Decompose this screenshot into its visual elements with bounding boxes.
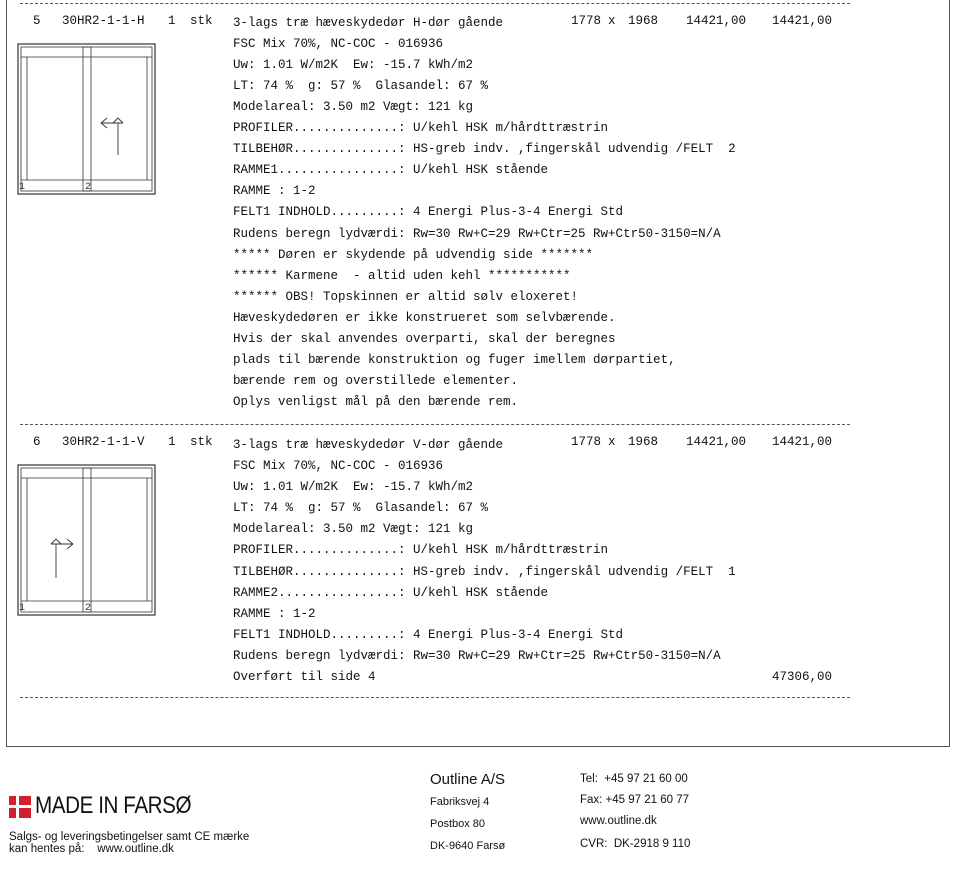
item-desc-line: ***** Døren er skydende på udvendig side ******* [233,248,594,262]
fax: Fax: +45 97 21 60 77 [580,794,690,806]
item-total: 14421,00 [772,14,833,28]
item-desc-line: Modelareal: 3.50 m2 Vægt: 121 kg [233,100,474,114]
phone: Tel: +45 97 21 60 00 [580,773,688,785]
drawing-label: 2 [85,182,92,193]
item-desc-line: RAMME2................: U/kehl HSK stående [233,586,549,600]
item-width: 1778 [571,14,602,28]
item-desc-line: Rudens beregn lydværdi: Rw=30 Rw+C=29 Rw+Ctr=25 Rw+Ctr50-3150=N/A [233,649,721,663]
item-price: 14421,00 [686,435,747,449]
item-desc-line: FELT1 INDHOLD.........: 4 Energi Plus-3-4 Energi Std [233,628,624,642]
item-price: 14421,00 [686,14,747,28]
item-desc-line: FELT1 INDHOLD.........: 4 Energi Plus-3-4 Energi Std [233,205,624,219]
item-desc-line: bærende rem og overstillede elementer. [233,374,519,388]
item-desc-line: 3-lags træ hæveskydedør V-dør gående [233,438,504,452]
item-desc-line: TILBEHØR..............: HS-greb indv. ,fingerskål udvendig /FELT 2 [233,142,736,156]
item-pos: 5 [33,14,41,28]
item-width: 1778 [571,435,602,449]
item-height: 1968 [628,435,659,449]
item-qty: 1 [168,14,176,28]
item-desc-line: Hæveskydedøren er ikke konstrueret som selvbærende. [233,311,616,325]
address-line: Postbox 80 [430,818,486,830]
item-desc-line: Uw: 1.01 W/m2K Ew: -15.7 kWh/m2 [233,480,474,494]
item-desc-line: Uw: 1.01 W/m2K Ew: -15.7 kWh/m2 [233,58,474,72]
item-desc-line: RAMME : 1-2 [233,607,316,621]
item-desc-line: PROFILER..............: U/kehl HSK m/hårdttræstrin [233,121,609,135]
item-desc-line: LT: 74 % g: 57 % Glasandel: 67 % [233,79,489,93]
item-desc-line: 3-lags træ hæveskydedør H-dør gående [233,16,504,30]
terms-line: Salgs- og leveringsbetingelser samt CE mærke [9,831,250,843]
brand-logo: MADE IN FARSØ [35,792,192,819]
item-desc-line: RAMME : 1-2 [233,184,316,198]
item-qty: 1 [168,435,176,449]
separator [20,424,850,425]
danish-flag-icon [9,796,31,818]
carry-over-label: Overført til side 4 [233,670,376,684]
item-desc-line: ****** OBS! Topskinnen er altid sølv eloxeret! [233,290,579,304]
item-code: 30HR2-1-1-V [62,435,145,449]
item-desc-line: PROFILER..............: U/kehl HSK m/hårdttræstrin [233,543,609,557]
door-drawing [17,464,157,617]
cvr: CVR: DK-2918 9 110 [580,838,691,850]
carry-over-amount: 47306,00 [772,670,833,684]
item-total: 14421,00 [772,435,833,449]
item-x: x [608,14,616,28]
address-line: Fabriksvej 4 [430,796,490,808]
item-desc-line: LT: 74 % g: 57 % Glasandel: 67 % [233,501,489,515]
item-desc-line: Modelareal: 3.50 m2 Vægt: 121 kg [233,522,474,536]
item-desc-line: RAMME1................: U/kehl HSK stående [233,163,549,177]
item-desc-line: TILBEHØR..............: HS-greb indv. ,fingerskål udvendig /FELT 1 [233,565,736,579]
address-line: DK-9640 Farsø [430,840,506,852]
company-name: Outline A/S [430,771,506,788]
drawing-label: 1 [19,182,26,193]
terms-line: kan hentes på: www.outline.dk [9,843,174,855]
item-x: x [608,435,616,449]
separator-top [20,3,850,4]
item-desc-line: Oplys venligst mål på den bærende rem. [233,395,519,409]
door-drawing [17,43,157,196]
item-desc-line: ****** Karmene - altid uden kehl *********** [233,269,571,283]
item-desc-line: FSC Mix 70%, NC-COC - 016936 [233,459,444,473]
item-desc-line: FSC Mix 70%, NC-COC - 016936 [233,37,444,51]
item-height: 1968 [628,14,659,28]
item-pos: 6 [33,435,41,449]
item-desc-line: Hvis der skal anvendes overparti, skal der beregnes [233,332,616,346]
item-code: 30HR2-1-1-H [62,14,145,28]
website: www.outline.dk [580,815,657,827]
drawing-label: 1 [19,603,26,614]
separator-bottom [20,697,850,698]
drawing-label: 2 [85,603,92,614]
item-desc-line: Rudens beregn lydværdi: Rw=30 Rw+C=29 Rw+Ctr=25 Rw+Ctr50-3150=N/A [233,227,721,241]
item-desc-line: plads til bærende konstruktion og fuger imellem dørpartiet, [233,353,676,367]
item-unit: stk [190,14,213,28]
item-unit: stk [190,435,213,449]
